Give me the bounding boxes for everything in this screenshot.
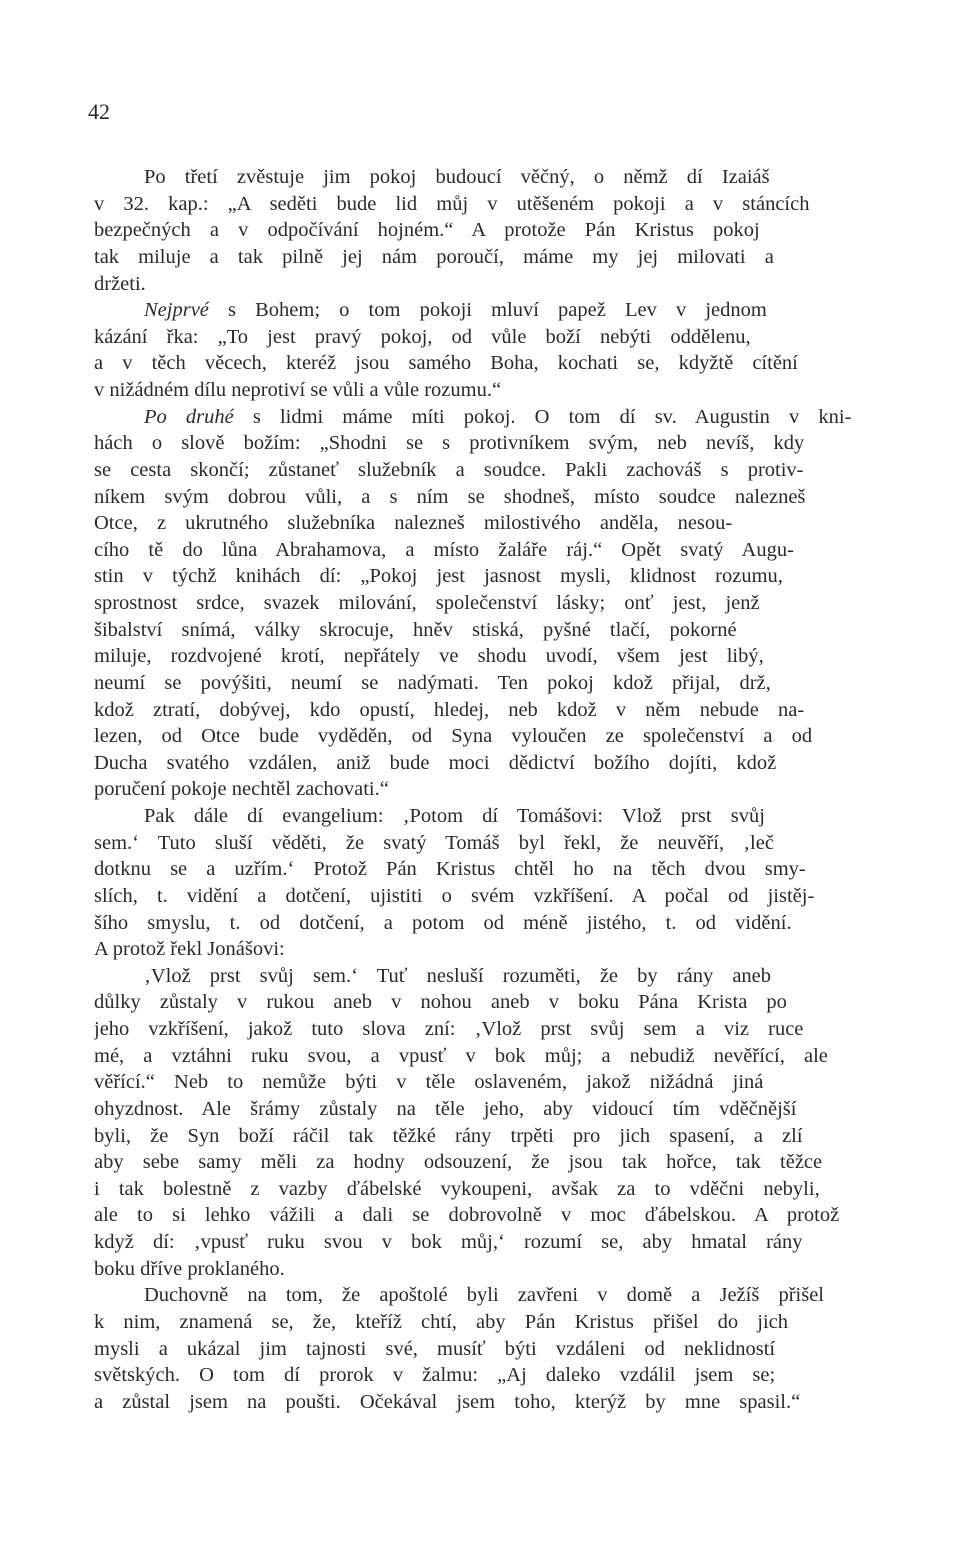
line-content <box>94 832 774 854</box>
line-content <box>94 699 804 721</box>
text-line <box>94 590 862 617</box>
line-content <box>94 1125 803 1147</box>
line-content <box>144 965 771 987</box>
text-line <box>94 1202 862 1229</box>
line-content <box>94 1338 775 1360</box>
text-line <box>94 164 862 191</box>
line-content <box>94 1364 775 1386</box>
line-text: Duchovně na tom, že apoštolé byli zavřeni v domě a Ježíš přišel <box>144 1284 825 1307</box>
line-text: níkem svým dobrou vůli, a s ním se shodneš, místo soudce nalezneš <box>94 485 806 508</box>
text-line <box>94 1309 862 1336</box>
line-text: kdož ztratí, dobývej, kdo opustí, hledej, neb kdož v něm nebude na- <box>94 698 805 721</box>
line-text: k nim, znamená se, že, kteříž chtí, aby Pán Kristus přišel do jich <box>94 1310 789 1333</box>
text-line <box>94 910 862 937</box>
text-line <box>94 830 862 857</box>
line-text: tak miluje a tak pilně jej nám poroučí, máme my jej milovati a <box>94 245 774 268</box>
text-line <box>94 1176 862 1203</box>
line-content <box>94 539 794 561</box>
text-line <box>94 510 862 537</box>
line-content <box>94 459 804 481</box>
text-line <box>94 537 862 564</box>
line-content <box>94 1018 803 1040</box>
text-line <box>94 244 862 271</box>
line-content <box>94 1311 788 1333</box>
line-text: boku dříve proklaného. <box>94 1257 285 1280</box>
text-line <box>94 297 862 324</box>
line-text: slích, t. vidění a dotčení, ujistiti o svém vzkříšení. A počal od jistěj- <box>94 884 815 907</box>
line-content <box>94 432 804 454</box>
text-line <box>94 643 862 670</box>
line-content <box>94 778 389 800</box>
line-content <box>94 352 798 374</box>
line-text: A protož řekl Jonášovi: <box>94 938 285 961</box>
text-line <box>94 1016 862 1043</box>
text-line <box>94 670 862 697</box>
line-text: šibalství snímá, války skrocuje, hněv stiská, pyšné tlačí, pokorné <box>94 618 737 641</box>
line-content <box>94 379 501 401</box>
line-text: miluje, rozdvojené krotí, nepřátely ve shodu uvodí, všem jest libý, <box>94 645 764 668</box>
line-content <box>94 885 814 907</box>
line-text: ohyzdnost. Ale šrámy zůstaly na těle jeho, aby vidoucí tím vděčnější <box>94 1097 797 1120</box>
text-line <box>94 324 862 351</box>
text-line <box>94 856 862 883</box>
line-text: byli, že Syn boží ráčil tak těžké rány trpěti pro jich spasení, a zlí <box>94 1124 803 1147</box>
text-line <box>94 1336 862 1363</box>
line-text: když dí: ‚vpusť ruku svou v bok můj,‘ rozumí se, aby hmatal rány <box>94 1231 803 1253</box>
text-line <box>94 1043 862 1070</box>
text-line <box>94 1389 862 1416</box>
line-text: Ducha svatého vzdálen, aniž bude moci dědictví božího dojíti, kdož <box>94 751 777 774</box>
line-content <box>144 406 851 428</box>
line-text: hách o slově božím: „Shodni se s protivníkem svým, neb nevíš, kdy <box>94 432 805 455</box>
line-content <box>94 1071 763 1093</box>
line-content <box>94 991 787 1013</box>
line-content <box>94 725 812 747</box>
text-line <box>94 484 862 511</box>
line-content <box>94 752 776 774</box>
emphasized-lead: Nejprvé <box>144 299 209 322</box>
line-text: ‚Vlož prst svůj sem.‘ Tuť nesluší rozuměti, že by rány aneb <box>144 964 772 987</box>
text-line <box>94 776 862 803</box>
line-text: ale to si lehko vážili a dali se dobrovolně v moc ďábelskou. A protož <box>94 1204 840 1227</box>
line-text: jeho vzkříšení, jakož tuto slova zní: ‚Vlož prst svůj sem a viz ruce <box>94 1018 804 1040</box>
text-line <box>94 963 862 990</box>
text-line <box>94 989 862 1016</box>
text-line <box>94 271 862 298</box>
text-line <box>94 1282 862 1309</box>
line-content <box>94 1178 820 1200</box>
text-line <box>94 1229 862 1256</box>
line-text: se cesta skončí; zůstaneť služebník a soudce. Pakli zachováš s protiv- <box>94 458 804 481</box>
line-content <box>94 326 751 348</box>
line-text: a zůstal jsem na poušti. Očekával jsem toho, kterýž by mne spasil.“ <box>94 1390 801 1413</box>
line-content <box>94 486 805 508</box>
line-text: kázání řka: „To jest pravý pokoj, od vůle boží nebýti oddělenu, <box>94 325 751 348</box>
line-content <box>94 1391 800 1413</box>
line-text: držeti. <box>94 272 146 295</box>
line-text: cího tě do lůna Abrahamova, a místo žaláře ráj.“ Opět svatý Augu- <box>94 538 794 561</box>
line-content <box>94 1204 839 1226</box>
text-line <box>94 1149 862 1176</box>
line-content <box>94 219 760 241</box>
line-text: v nižádném dílu neprotiví se vůli a vůle rozumu.“ <box>94 379 502 401</box>
line-text: a v těch věcech, kteréž jsou samého Boha, kochati se, kdyžtě cítění <box>94 352 798 375</box>
line-text: bezpečných a v odpočívání hojném.“ A protože Pán Kristus pokoj <box>94 219 760 242</box>
line-text: dotknu se a uzřím.‘ Protož Pán Kristus chtěl ho na těch dvou smy- <box>94 858 806 881</box>
line-content <box>94 938 285 960</box>
text-line <box>94 377 862 404</box>
line-text: sprostnost srdce, svazek milování, společenství lásky; onť jest, jenž <box>94 592 760 614</box>
line-content <box>94 858 806 880</box>
line-text: stin v týchž knihách dí: „Pokoj jest jasnost mysli, klidnost rozumu, <box>94 565 783 588</box>
emphasized-lead: Po druhé <box>144 405 234 428</box>
text-line <box>94 1096 862 1123</box>
line-content <box>94 672 771 694</box>
line-content <box>144 166 770 188</box>
line-text: světských. O tom dí prorok v žalmu: „Aj daleko vzdálil jsem se; <box>94 1364 776 1387</box>
text-line <box>94 883 862 910</box>
line-content <box>94 592 760 614</box>
text-line <box>94 1069 862 1096</box>
text-line <box>94 404 862 431</box>
line-text: aby sebe samy měli za hodny odsouzení, že jsou tak hořce, tak těžce <box>94 1151 823 1174</box>
text-line <box>94 563 862 590</box>
text-line <box>94 723 862 750</box>
line-content <box>144 299 767 321</box>
line-text: neumí se povýšiti, neumí se nadýmati. Ten pokoj kdož přijal, drž, <box>94 671 771 694</box>
text-line <box>94 936 862 963</box>
line-content <box>94 1231 803 1253</box>
text-line <box>94 1256 862 1283</box>
line-content <box>144 805 765 827</box>
line-text: mé, a vztáhni ruku svou, a vpusť v bok můj; a nebudiž nevěřící, ale <box>94 1044 828 1067</box>
line-text: v 32. kap.: „A seděti bude lid můj v utěšeném pokoji a v stáncích <box>94 192 810 215</box>
text-line <box>94 457 862 484</box>
line-text: důlky zůstaly v rukou aneb v nohou aneb v boku Pána Krista po <box>94 991 787 1014</box>
page-number: 42 <box>88 99 110 124</box>
line-content <box>144 1284 824 1306</box>
text-line <box>94 350 862 377</box>
line-text: i tak bolestně z vazby ďábelské vykoupeni, avšak za to vděčni nebyli, <box>94 1177 820 1200</box>
text-line <box>94 803 862 830</box>
line-content <box>94 512 732 534</box>
text-line <box>94 1123 862 1150</box>
text-line <box>94 191 862 218</box>
text-line <box>94 697 862 724</box>
text-line <box>94 617 862 644</box>
text-line <box>94 1362 862 1389</box>
line-text: s Bohem; o tom pokoji mluví papež Lev v jednom <box>208 299 767 322</box>
line-content <box>94 273 146 295</box>
text-line <box>94 217 862 244</box>
line-text: lezen, od Otce bude vyděděn, od Syna vyloučen ze společenství a od <box>94 725 813 748</box>
line-content <box>94 246 774 268</box>
line-content <box>94 619 737 641</box>
line-text: šího smyslu, t. od dotčení, a potom od méně jistého, t. od vidění. <box>94 911 792 934</box>
text-line <box>94 750 862 777</box>
line-content <box>94 912 792 934</box>
body-text <box>94 164 862 1415</box>
line-content <box>94 1258 285 1280</box>
line-text: mysli a ukázal jim tajnosti své, musíť býti vzdáleni od neklidností <box>94 1337 776 1360</box>
line-text: Pak dále dí evangelium: ‚Potom dí Tomášovi: Vlož prst svůj <box>144 805 765 827</box>
line-content <box>94 645 764 667</box>
line-content <box>94 193 809 215</box>
line-content <box>94 1045 828 1067</box>
text-line <box>94 430 862 457</box>
line-text: poručení pokoje nechtěl zachovati.“ <box>94 778 389 801</box>
line-text: Po třetí zvěstuje jim pokoj budoucí věčný, o němž dí Izaiáš <box>144 166 770 188</box>
line-content <box>94 1098 796 1120</box>
line-content <box>94 1151 822 1173</box>
line-content <box>94 565 783 587</box>
line-text: s lidmi máme míti pokoj. O tom dí sv. Augustin v kni- <box>233 405 852 428</box>
line-text: sem.‘ Tuto sluší věděti, že svatý Tomáš byl řekl, že neuvěří, ‚leč <box>94 831 774 854</box>
line-text: věřící.“ Neb to nemůže býti v těle oslaveném, jakož nižádná jiná <box>94 1071 764 1094</box>
line-text: Otce, z ukrutného služebníka nalezneš milostivého anděla, nesou- <box>94 512 733 535</box>
